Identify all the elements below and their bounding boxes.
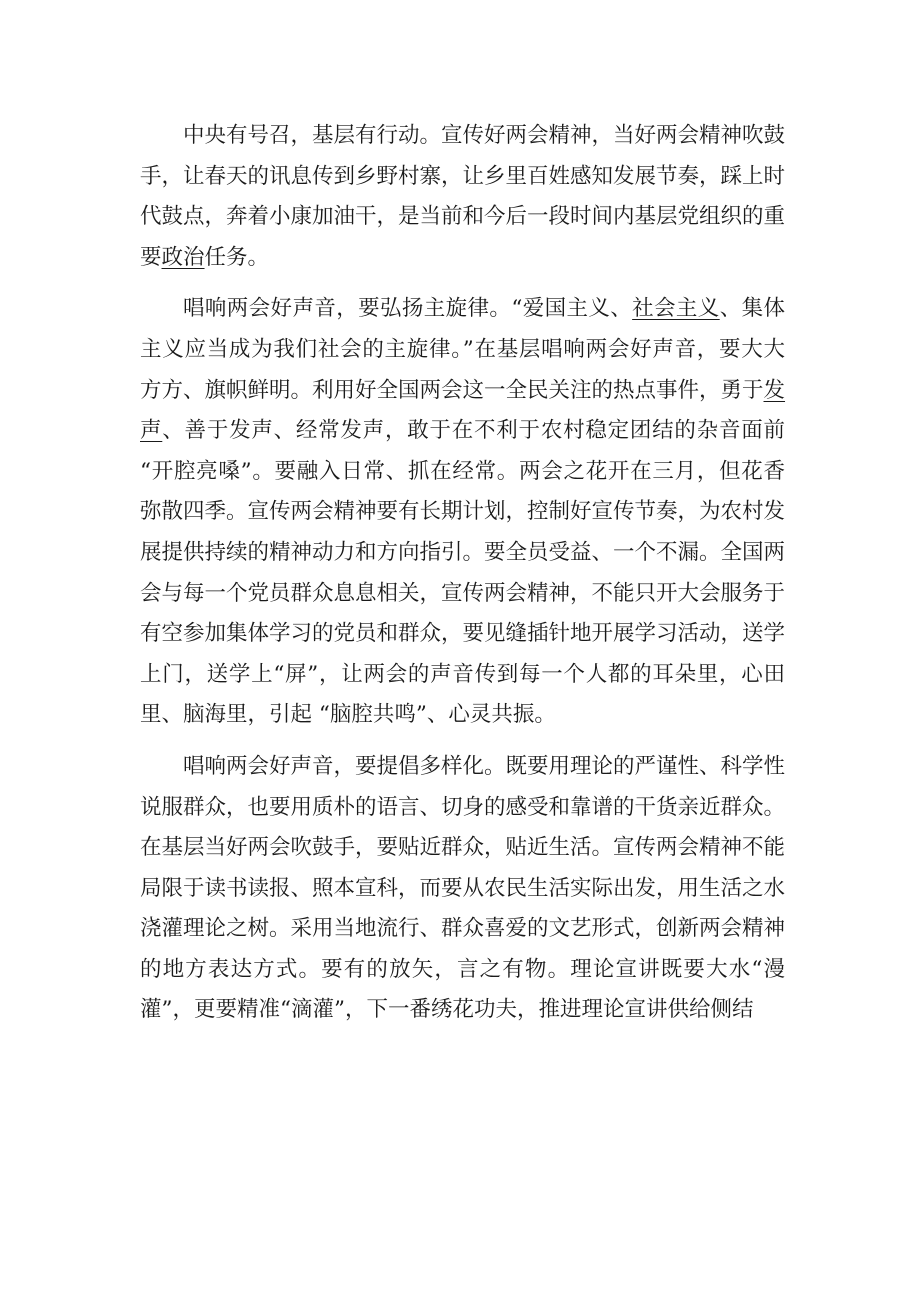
paragraph-line (140, 574, 785, 615)
paragraph-line (140, 828, 785, 869)
underlined-term: 声 (140, 418, 163, 444)
text-segment: 、善于发声、经常发声，敢于在不利于农村稳定团结的杂音面前 (162, 418, 785, 444)
paragraph-line (140, 909, 785, 950)
text-segment: 唱响两会好声音，要弘扬主旋律。“爱国主义、 (183, 296, 633, 322)
text-segment: 任务。 (204, 244, 270, 270)
text-segment: 代鼓点，奔着小康加油干，是当前和今后一段时间内基层党组织的重 (140, 204, 786, 230)
paragraph (140, 747, 785, 1031)
text-segment: 、集体 (719, 296, 785, 322)
underlined-term: 政治 (161, 244, 205, 270)
text-segment: 中央有号召，基层有行动。宣传好两会精神，当好两会精神吹鼓 (183, 123, 786, 148)
paragraph-line (140, 330, 785, 371)
paragraph-line (140, 452, 785, 493)
paragraph-gap (140, 278, 785, 289)
paragraph-line (140, 533, 785, 574)
paragraph-line (140, 788, 785, 829)
paragraph-line (140, 411, 785, 452)
paragraph-line (140, 695, 785, 736)
text-segment: 浇灌理论之树。采用当地流行、群众喜爱的文艺形式，创新两会精神 (140, 916, 786, 942)
paragraph-line (140, 869, 785, 910)
paragraph-line (140, 950, 785, 991)
paragraph-line (140, 492, 785, 533)
text-segment: 在基层当好两会吹鼓手，要贴近群众，贴近生活。宣传两会精神不能 (140, 835, 786, 861)
paragraph (140, 116, 785, 278)
paragraph-line (140, 238, 785, 279)
paragraph-gap (140, 736, 785, 747)
text-segment: 唱响两会好声音，要提倡多样化。既要用理论的严谨性、科学性 (183, 753, 786, 779)
paragraph-line (140, 655, 785, 696)
text-segment: 展提供持续的精神动力和方向指引。要全员受益、一个不漏。全国两 (140, 539, 786, 565)
paragraph-line (140, 157, 785, 198)
text-segment: 灌”，更要精准“滴灌”，下一番绣花功夫，推进理论宣讲供给侧结 (140, 997, 754, 1023)
text-segment: 弥散四季。宣传两会精神要有长期计划，控制好宣传节奏，为农村发 (140, 499, 786, 525)
paragraph-line (140, 371, 785, 412)
text-segment: 方方、旗帜鲜明。利用好全国两会这一全民关注的热点事件，勇于 (140, 377, 764, 403)
text-segment: 局限于读书读报、照本宣科，而要从农民生活实际出发，用生活之水 (140, 875, 786, 901)
paragraph-line (140, 289, 785, 330)
paragraph-line (140, 116, 785, 157)
paragraph-line (140, 197, 785, 238)
paragraph (140, 289, 785, 736)
text-segment: 有空参加集体学习的党员和群众，要见缝插针地开展学习活动，送学 (140, 621, 786, 647)
text-segment: “开腔亮嗓”。要融入日常、抓在经常。两会之花开在三月，但花香 (140, 458, 785, 484)
underlined-term: 社会主义 (632, 296, 720, 322)
text-segment: 上门，送学上“屏”，让两会的声音传到每一个人都的耳朵里，心田 (140, 661, 785, 687)
paragraph-line (140, 614, 785, 655)
paragraph-line (140, 990, 785, 1031)
text-segment: 会与每一个党员群众息息相关，宣传两会精神，不能只开大会服务于 (140, 580, 786, 606)
text-segment: 说服群众，也要用质朴的语言、切身的感受和靠谱的干货亲近群众。 (140, 794, 786, 820)
text-segment: 的地方表达方式。要有的放矢，言之有物。理论宣讲既要大水“漫 (140, 956, 785, 982)
text-segment: 里、脑海里，引起 “脑腔共鸣”、心灵共振。 (140, 702, 556, 728)
underlined-term: 发 (763, 377, 786, 403)
document-body (140, 116, 785, 1031)
text-segment: 要 (140, 244, 162, 270)
text-segment: 主义应当成为我们社会的主旋律。”在基层唱响两会好声音，要大大 (140, 336, 785, 362)
paragraph-line (140, 747, 785, 788)
text-segment: 手，让春天的讯息传到乡野村寨，让乡里百姓感知发展节奏，踩上时 (140, 163, 786, 189)
